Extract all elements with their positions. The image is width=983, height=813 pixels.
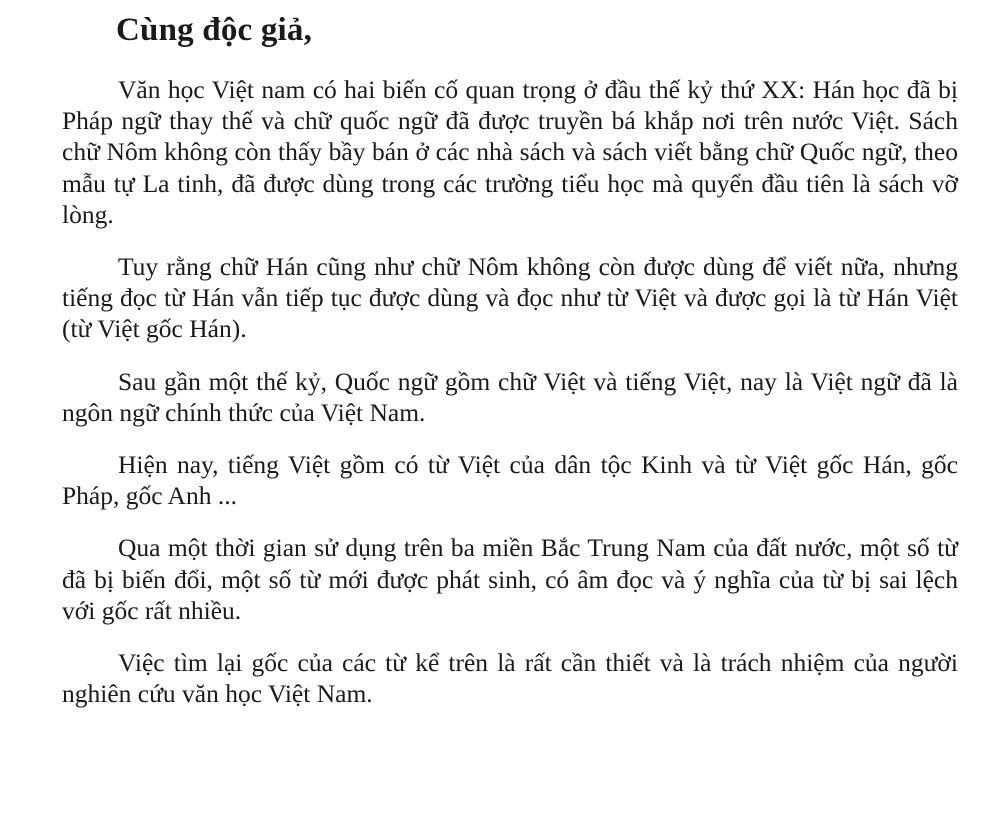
paragraph-3: Sau gần một thế kỷ, Quốc ngữ gồm chữ Việt và tiếng Việt, nay là Việt ngữ đã là ngôn ngữ chính thức của Việt Nam. xyxy=(62,366,958,427)
paragraph-1: Văn học Việt nam có hai biến cố quan trọng ở đầu thế kỷ thứ XX: Hán học đã bị Pháp ngữ thay thế và chữ quốc ngữ đã được truyền bá khắp nơi trên nước Việt. Sách chữ Nôm không còn thấy bầy bán ở các nhà sách và sách viết bằng chữ Quốc ngữ, theo mẫu tự La tinh, đã được dùng trong các trường tiểu học mà quyển đầu tiên là sách vỡ lòng. xyxy=(62,75,958,229)
paragraph-2: Tuy rằng chữ Hán cũng như chữ Nôm không còn được dùng để viết nữa, nhưng tiếng đọc từ Hán vẫn tiếp tục được dùng và đọc như từ Việt và được gọi là từ Hán Việt (từ Việt gốc Hán). xyxy=(62,252,958,344)
paragraph-5: Qua một thời gian sử dụng trên ba miền Bắc Trung Nam của đất nước, một số từ đã bị biến đổi, một số từ mới được phát sinh, có âm đọc và ý nghĩa của từ bị sai lệch với gốc rất nhiều. xyxy=(62,533,958,625)
paragraph-4: Hiện nay, tiếng Việt gồm có từ Việt của dân tộc Kinh và từ Việt gốc Hán, gốc Pháp, gốc Anh ... xyxy=(62,450,958,511)
paragraph-6: Việc tìm lại gốc của các từ kể trên là rất cần thiết và là trách nhiệm của người nghiên cứu văn học Việt Nam. xyxy=(62,648,958,709)
letter-body xyxy=(62,74,958,730)
letter-salutation-heading: Cùng độc giả, xyxy=(116,12,313,48)
